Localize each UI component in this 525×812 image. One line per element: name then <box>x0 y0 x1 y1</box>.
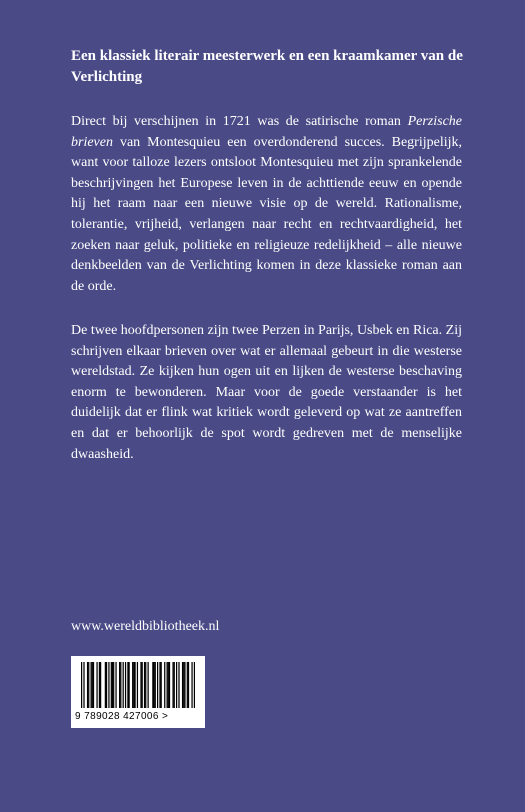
barcode-bar <box>169 662 170 708</box>
paragraph-1-rest: van Montesquieu een overdonderend succes. Begrijpelijk, want voor talloze lezers ontsloot Montesquieu met zijn sprankelende beschrijvingen het Europese leven in de achttiende eeuw en opende hij het raam naar een nieuwe visie op de wereld. Rationalisme, tolerantie, vrijheid, verlangen naar recht en rechtvaardigheid, het zoeken naar geluk, politieke en religieuze redelijkheid – alle nieuwe denkbeelden van de Verlichting komen in deze klassieke roman aan de orde. <box>71 134 462 294</box>
description-paragraph-1 <box>71 112 462 297</box>
book-title-italic: Perzische brieven <box>71 114 462 150</box>
barcode-bar <box>113 662 114 708</box>
barcode-bar <box>148 662 149 708</box>
barcode-bar <box>183 662 184 708</box>
barcode-bar <box>127 662 128 708</box>
barcode-bar <box>188 662 189 708</box>
barcode-bar <box>142 662 143 708</box>
barcode-bar <box>132 662 133 708</box>
barcode-bar <box>167 662 168 708</box>
barcode-bar <box>187 662 188 708</box>
barcode-bar <box>100 662 101 708</box>
barcode-bar <box>144 662 145 708</box>
barcode-bar <box>153 662 154 708</box>
barcode-bar <box>88 662 89 708</box>
barcode-bar <box>191 662 192 708</box>
isbn-barcode <box>71 656 205 728</box>
barcode-bar <box>81 662 82 708</box>
barcode-bar <box>164 662 165 708</box>
description-paragraph-2: De twee hoofdpersonen zijn twee Perzen in Parijs, Usbek en Rica. Zij schrijven elkaar brieven over wat er allemaal gebeurt in die westerse wereldstad. Ze kijken hun ogen uit en lijken de westerse beschaving enorm te bewonderen. Maar voor de goede verstaander is het duidelijk dat er flink wat kritiek wordt geleverd op wat ze aantreffen en dat er behoorlijk de spot wordt gedreven met de menselijke dwaasheid. <box>71 323 462 462</box>
barcode-bar <box>174 662 175 708</box>
barcode-bar <box>137 662 138 708</box>
publisher-website: www.wereldbibliotheek.nl <box>71 619 220 634</box>
barcode-bar <box>83 662 84 708</box>
barcode-bar <box>140 662 141 708</box>
barcode-bar <box>133 662 134 708</box>
barcode-bar <box>134 662 135 708</box>
barcode-bar <box>145 662 146 708</box>
barcode-bar <box>123 662 124 708</box>
barcode-bar <box>152 662 153 708</box>
barcode-bar <box>125 662 126 708</box>
barcode-bar <box>92 662 93 708</box>
barcode-bar <box>159 662 160 708</box>
barcode-bar <box>87 662 88 708</box>
barcode-bar <box>93 662 94 708</box>
barcode-bar <box>91 662 92 708</box>
headline: Een klassiek literair meesterwerk en een kraamkamer van de Verlichting <box>71 48 463 85</box>
barcode-bar <box>129 662 130 708</box>
barcode-bar <box>112 662 113 708</box>
barcode-bar <box>99 662 100 708</box>
barcode-bar <box>194 662 195 708</box>
barcode-bar <box>120 662 121 708</box>
barcode-bar <box>184 662 185 708</box>
barcode-bar <box>168 662 169 708</box>
barcode-bar <box>106 662 107 708</box>
barcode-bar <box>176 662 177 708</box>
paragraph-1-intro: Direct bij verschijnen in 1721 was de satirische roman <box>71 114 408 129</box>
barcode-bar <box>155 662 156 708</box>
barcode-bar <box>108 662 109 708</box>
barcode-bar <box>119 662 120 708</box>
barcode-bar <box>172 662 173 708</box>
barcode-bar <box>105 662 106 708</box>
barcode-bar <box>157 662 158 708</box>
barcode-bar <box>96 662 97 708</box>
barcode-bar <box>111 662 112 708</box>
barcode-bar <box>182 662 183 708</box>
isbn-digits: 9 789028 427006 > <box>75 711 169 722</box>
barcode-bars <box>81 662 195 708</box>
barcode-bar <box>115 662 116 708</box>
barcode-bar <box>161 662 162 708</box>
barcode-bar <box>178 662 179 708</box>
